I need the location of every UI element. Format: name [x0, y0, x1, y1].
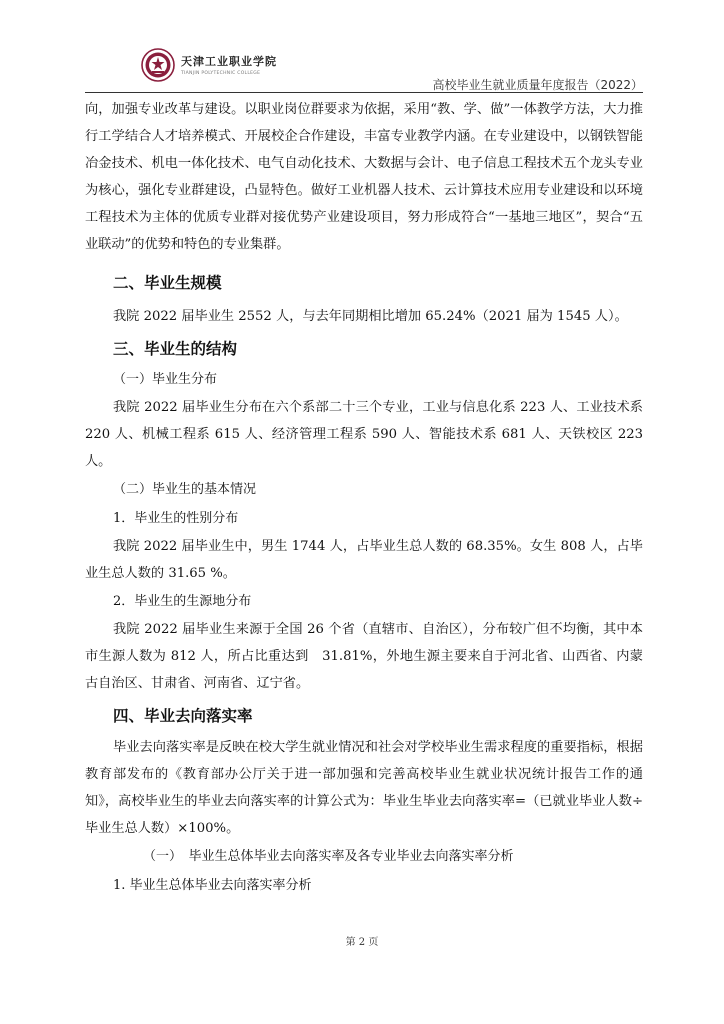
placement-rate-paragraph: 毕业去向落实率是反映在校大学生就业情况和社会对学校毕业生需求程度的重要指标，根据教育部发布的《教育部办公厅关于进一部加强和完善高校毕业生就业状况统计报告工作的通知》，高校毕业生的毕业去向落实率的计算公式为：毕业生毕业去向落实率=（已就业毕业人数÷毕业生总人数）×100%。 [85, 740, 643, 836]
intro-paragraph: 向，加强专业改革与建设。以职业岗位群要求为依据，采用“教、学、做”一体教学方法，大力推行工学结合人才培养模式、开展校企合作建设，丰富专业教学内涵。在专业建设中，以钢铁智能冶金技术、机电一体化技术、电气自动化技术、大数据与会计、电子信息工程技术五个龙头专业为核心，强化专业群建设，凸显特色。做好工业机器人技术、云计算技术应用专业建设和以环境工程技术为主体的优质专业群对接优势产业建设项目，努力形成符合“一基地三地区”，契合“五业联动”的优势和特色的专业集群。 [85, 102, 643, 252]
gender-paragraph: 我院 2022 届毕业生中，男生 1744 人，占毕业生总人数的 68.35%。女生 808 人，占毕业生总人数的 31.65 %。 [85, 539, 643, 581]
origin-paragraph: 我院 2022 届毕业生来源于全国 26 个省（直辖市、自治区），分布较广但不均衡，其中本市生源人数为 812 人，所占比重达到 31.81%，外地生源主要来自于河北省、山西省、内蒙古自治区、甘肃省、河南省、辽宁省。 [85, 622, 643, 691]
subheading-distribution: （一）毕业生分布 [113, 372, 218, 387]
item-origin: 2．毕业生的生源地分布 [113, 594, 252, 609]
subheading-overall-rate: （一） 毕业生总体毕业去向落实率及各专业毕业去向落实率分析 [143, 849, 514, 864]
page-body [85, 96, 643, 900]
school-name: 天津工业职业学院 [181, 55, 277, 68]
school-name-en: TIANJIN POLYTECHNIC COLLEGE [181, 71, 261, 76]
scale-paragraph: 我院 2022 届毕业生 2552 人，与去年同期相比增加 65.24%（2021 届为 1545 人）。 [113, 309, 628, 324]
page-header [85, 40, 643, 92]
distribution-paragraph: 我院 2022 届毕业生分布在六个系部二十三个专业，工业与信息化系 223 人、工业技术系 220 人、机械工程系 615 人、经济管理工程系 590 人、智能技术系 681 人、天铁校区 223 人。 [85, 400, 643, 469]
header-divider [85, 92, 643, 93]
subheading-basic-info: （二）毕业生的基本情况 [113, 482, 257, 497]
section-heading-placement-rate: 四、毕业去向落实率 [113, 707, 253, 725]
college-logo-icon [141, 48, 175, 82]
section-heading-scale: 二、毕业生规模 [113, 274, 222, 292]
section-heading-structure: 三、毕业生的结构 [113, 340, 238, 358]
item-gender: 1．毕业生的性别分布 [113, 511, 239, 526]
page-number: 第 2 页 [345, 937, 379, 948]
item-overall-rate: 1. 毕业生总体毕业去向落实率分析 [113, 878, 312, 893]
report-title: 高校毕业生就业质量年度报告（2022） [432, 78, 643, 92]
